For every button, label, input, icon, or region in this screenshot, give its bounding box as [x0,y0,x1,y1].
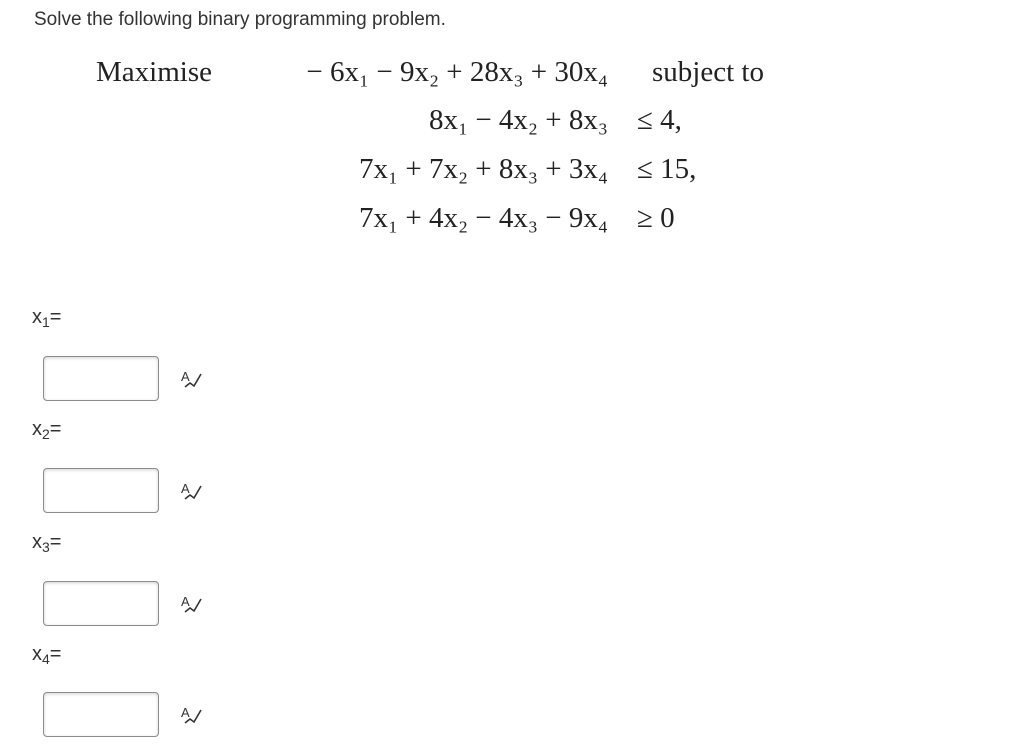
constraint-2-rhs: ≤ 15, [637,153,697,185]
svg-text:A: A [181,705,190,720]
svg-text:A: A [181,481,190,496]
formula-preview-icon[interactable] [178,480,204,502]
problem-statement [0,0,1024,240]
objective-function: − 6x₁ − 9x₂ + 28x₃ + 30x₄ [306,56,608,88]
constraint-1-rhs: ≤ 4, [637,104,682,136]
formula-preview-icon[interactable] [178,368,204,390]
x3-answer-input[interactable] [43,581,159,626]
x4-label: $x_4=$ [32,643,62,667]
svg-text:A: A [181,369,190,384]
x1-label: $x_1=$ [32,306,62,330]
svg-text:A: A [181,594,190,609]
instruction-text: Solve the following binary programming problem. [34,9,446,30]
constraint-3-lhs: 7x₁ + 4x₂ − 4x₃ − 9x₄ [358,202,608,234]
constraint-3-rhs: ≥ 0 [637,202,675,234]
x2-answer-input[interactable] [43,468,159,513]
x2-label: $x_2=$ [32,418,62,442]
x1-answer-input[interactable] [43,356,159,401]
x3-label: $x_3=$ [32,531,62,555]
x4-answer-input[interactable] [43,692,159,737]
maximise-label: Maximise [96,56,212,88]
subject-to-label: subject to [652,56,764,88]
formula-preview-icon[interactable] [178,704,204,726]
formula-preview-icon[interactable] [178,593,204,615]
constraint-1-lhs: 8x₁ − 4x₂ + 8x₃ [428,104,608,136]
constraint-2-lhs: 7x₁ + 7x₂ + 8x₃ + 3x₄ [358,153,608,185]
